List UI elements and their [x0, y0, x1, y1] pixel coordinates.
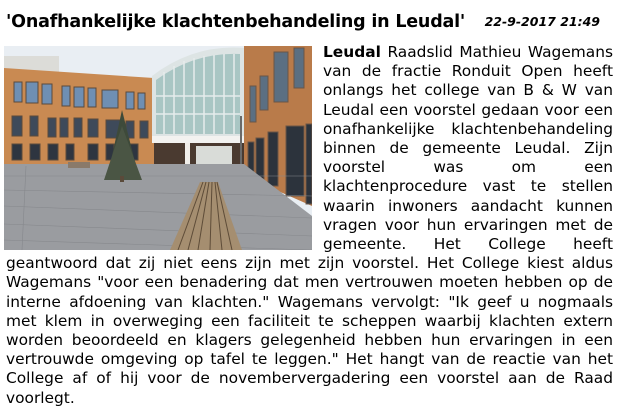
article-text: Raadslid Mathieu Wagemans van de fractie Ronduit Open heeft onlangs het college van B & W van Leudal een voorstel gedaan voor een onafhankelijke klachtenbehandeling binnen de gemeente Leudal. Zijn voorstel was om een klachtenprocedure vast te stellen waarin inwoners aandacht kunnen vragen voor hun ervaringen met de gemeente. Het College heeft geantwoord dat zij niet eens zijn met zijn voorstel. Het College kiest aldus Wagemans "voor een benadering dat men vertrouwen moeten hebben op de interne afdoening van klachten." Wagemans vervolgt: "Ik geef u nogmaals met klem in overweging een faciliteit te scheppen waarbij klachten extern worden beoordeeld en klagers gelegenheid hebben hun ervaringen in een vertrouwde omgeving op tafel te leggen." Het hangt van de reactie van het College af of hij voor de novembervergadering een voorstel aan de Raad voorlegt. — [6, 43, 613, 407]
article-dateline: Leudal — [323, 43, 381, 61]
photo-spacer — [6, 43, 323, 251]
article-title: 'Onafhankelijke klachtenbehandeling in Leudal' — [6, 12, 466, 32]
article-date: 22-9-2017 21:49 — [484, 14, 600, 29]
article-header — [6, 12, 610, 40]
article-body — [6, 43, 613, 408]
